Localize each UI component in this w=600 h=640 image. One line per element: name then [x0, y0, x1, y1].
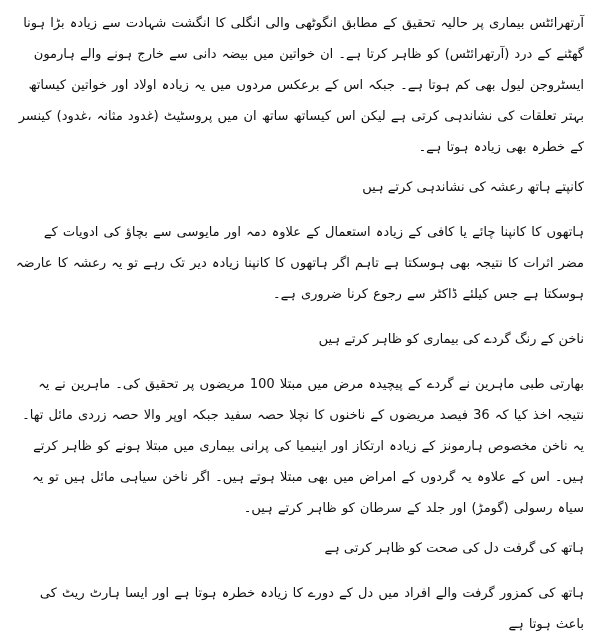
heading-trembling-hands: کانپتے ہاتھ رعشہ کی نشاندہی کرتے ہیں [362, 180, 584, 195]
heading-nail-color: ناخن کے رنگ گردے کی بیماری کو ظاہر کرتے ہیں [318, 332, 584, 347]
paragraph-arthritis: آرتھرائٹس بیماری پر حالیہ تحقیق کے مطابق انگوٹھی والی انگلی کا انگشت شہادت سے زیادہ بڑا ہونا گھٹنے کے درد (آرتھرائٹس) کو ظاہر کرتا ہے۔ ان خواتین میں بیضہ دانی سے خارج ہونے والے ہارمون ایسٹروجن لیول بھی کم ہوتا ہے۔ جبکہ اس کے برعکس مردوں میں یہ زیادہ اولاد اور خواتین کیساتھ بہتر تعلقات کی نشاندہی کرتی ہے لیکن اس کیساتھ ساتھ ان میں پروسٹیٹ (غدود مثانہ ،غدود) کینسر کے خطرہ بھی زیادہ ہوتا ہے۔ [18, 16, 584, 155]
spacer [14, 310, 584, 324]
spacer [14, 203, 584, 217]
spacer [14, 163, 584, 172]
paragraph-hand-grip: ہاتھ کی کمزور گرفت والے افراد میں دل کے دورے کا زیادہ خطرہ ہوتا ہے اور ایسا ہارٹ ریٹ کی باعث ہوتا ہے [39, 586, 584, 632]
paragraph-nail-color: بھارتی طبی ماہرین نے گردے کے پیچیدہ مرض میں مبتلا 100 مریضوں پر تحقیق کی۔ ماہرین نے یہ نتیجہ اخذ کیا کہ 36 فیصد مریضوں کے ناخنوں کا نچلا حصہ سفید جبکہ اوپر والا حصہ زردی مائل تھا۔ یہ ناخن مخصوص ہارمونز کے زیادہ ارتکاز اور اینیمیا کی پرانی بیماری میں مبتلا ہونے کو ظاہر کرتے ہیں۔ اس کے علاوہ یہ گردوں کے امراض میں بھی مبتلا ہوتے ہیں۔ اگر ناخن سیاہی مائل ہیں تو یہ سیاہ رسولی (گومڑ) اور جلد کے سرطان کو ظاہر کرتے ہیں۔ [22, 377, 584, 516]
spacer [14, 355, 584, 369]
spacer [14, 524, 584, 533]
paragraph-trembling-hands: ہاتھوں کا کانپنا چائے یا کافی کے زیادہ استعمال کے علاوہ دمہ اور مایوسی سے بچاؤ کی ادویات کے مضر اثرات کا نتیجہ بھی ہوسکتا ہے تاہم اگر ہاتھوں کا کانپنا زیادہ دیر تک رہے تو یہ رعشہ کا عارضہ ہوسکتا ہے جس کیلئے ڈاکٹر سے رجوع کرنا ضروری ہے۔ [15, 225, 584, 302]
spacer [14, 564, 584, 578]
heading-hand-grip: ہاتھ کی گرفت دل کی صحت کو ظاہر کرتی ہے [324, 541, 584, 556]
